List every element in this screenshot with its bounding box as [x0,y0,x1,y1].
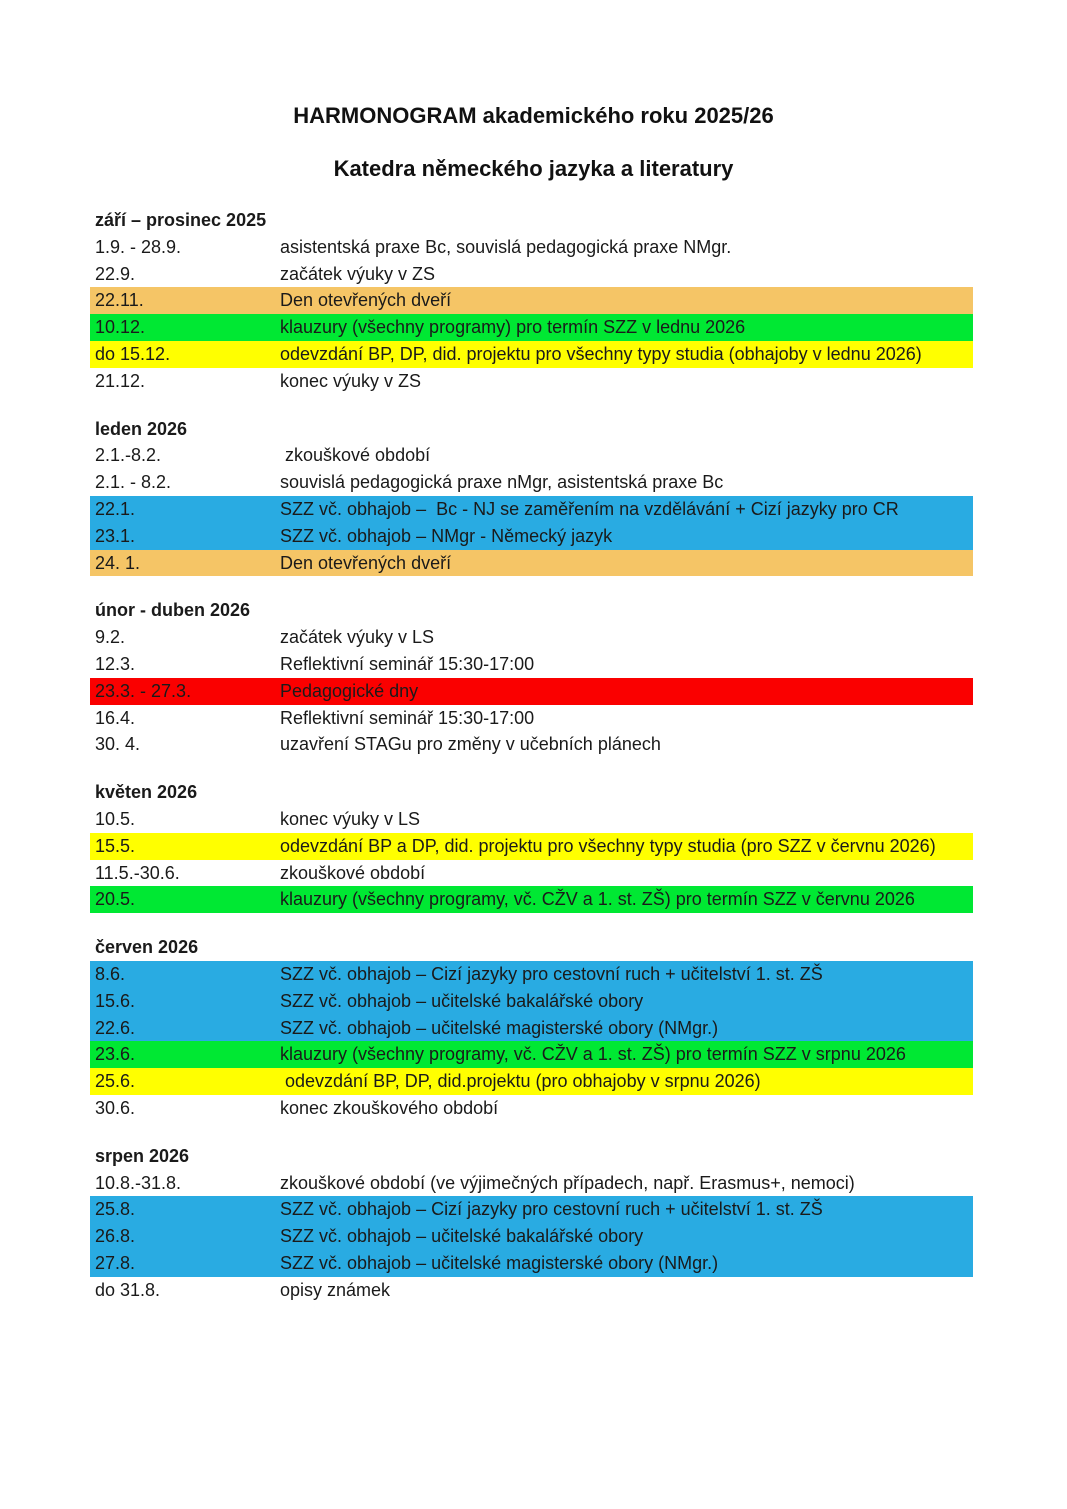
section-header: září – prosinec 2025 [95,210,267,230]
row-text: SZZ vč. obhajob – učitelské bakalářské obory [280,1226,644,1247]
row-date: 22.11. [95,290,144,311]
row-text: opisy známek [280,1279,391,1300]
schedule-row [90,678,973,705]
row-text: zkouškové období (ve výjimečných případech, např. Erasmus+, nemoci) [280,1172,855,1193]
schedule-row [90,1170,973,1197]
schedule-section [90,934,973,1122]
schedule-section [90,597,973,758]
schedule-row [90,261,973,288]
row-text: SZZ vč. obhajob – učitelské bakalářské obory [280,990,644,1011]
schedule-row [90,496,973,523]
row-date: 16.4. [95,707,136,728]
schedule-row [90,287,973,314]
row-text: zkouškové období [280,445,431,466]
row-text: konec výuky v ZS [280,370,422,391]
schedule-section [90,207,973,395]
row-text: odevzdání BP, DP, did. projektu pro všechny typy studia (obhajoby v lednu 2026) [280,343,922,364]
row-date: do 31.8. [95,1279,161,1300]
row-text: Den otevřených dveří [280,290,452,311]
schedule-row [90,1277,973,1304]
schedule-row [90,1041,973,1068]
row-date: do 15.12. [95,343,171,364]
row-date: 22.9. [95,263,136,284]
schedule-row [90,860,973,887]
row-date: 2.1.-8.2. [95,445,162,466]
row-date: 30.6. [95,1097,136,1118]
row-text: odevzdání BP a DP, did. projektu pro všechny typy studia (pro SZZ v červnu 2026) [280,835,936,856]
section-header: leden 2026 [95,418,188,439]
row-date: 23.3. - 27.3. [95,680,192,701]
section-header: únor - duben 2026 [95,600,251,621]
row-date: 21.12. [95,370,146,391]
schedule-row [90,833,973,860]
row-text: začátek výuky v ZS [280,263,436,284]
row-text: SZZ vč. obhajob – učitelské magisterské obory (NMgr.) [280,1017,719,1038]
row-date: 10.8.-31.8. [95,1172,182,1193]
row-date: 22.6. [95,1017,136,1038]
schedule-row [90,368,973,395]
row-date: 10.5. [95,808,136,829]
row-date: 15.5. [95,835,136,856]
schedule-row [90,886,973,913]
schedule-row [90,234,973,261]
row-text: Pedagogické dny [280,680,419,701]
row-date: 27.8. [95,1252,136,1273]
row-text: Den otevřených dveří [280,552,452,573]
row-date: 15.6. [95,990,136,1011]
schedule-row [90,469,973,496]
document-subtitle: Katedra německého jazyka a literatury [333,156,734,181]
row-text: SZZ vč. obhajob – učitelské magisterské obory (NMgr.) [280,1252,719,1273]
row-text: SZZ vč. obhajob – Cizí jazyky pro cestovní ruch + učitelství 1. st. ZŠ [280,963,823,984]
schedule-row [90,988,973,1015]
section-header: srpen 2026 [95,1145,190,1166]
schedule-row [90,442,973,469]
row-text: SZZ vč. obhajob – NMgr - Německý jazyk [280,525,613,546]
schedule-row [90,1015,973,1042]
schedule-row [90,1223,973,1250]
row-date: 11.5.-30.6. [95,862,180,883]
row-text: odevzdání BP, DP, did.projektu (pro obhajoby v srpnu 2026) [280,1071,761,1092]
schedule-row [90,523,973,550]
schedule-row [90,731,973,758]
row-text: konec zkouškového období [280,1097,499,1118]
row-date: 23.1. [95,525,136,546]
row-text: SZZ vč. obhajob – Cizí jazyky pro cestovní ruch + učitelství 1. st. ZŠ [280,1199,823,1220]
row-date: 1.9. - 28.9. [95,236,182,257]
schedule-section [90,416,973,577]
section-header: červen 2026 [95,937,199,958]
schedule-row [90,651,973,678]
schedule-row [90,550,973,577]
row-date: 10.12. [95,317,146,338]
section-header: květen 2026 [95,782,198,803]
schedule-content [90,207,973,1303]
row-date: 23.6. [95,1044,136,1065]
schedule-row [90,1250,973,1277]
schedule-row [90,961,973,988]
row-text: uzavření STAGu pro změny v učebních plánech [280,734,661,755]
row-date: 2.1. - 8.2. [95,472,172,493]
row-text: SZZ vč. obhajob – Bc - NJ se zaměřením na vzdělávání + Cizí jazyky pro CR [280,498,899,519]
row-date: 25.6. [95,1071,136,1092]
row-text: souvislá pedagogická praxe nMgr, asistentská praxe Bc [280,472,724,493]
row-date: 24. 1. [95,552,141,573]
row-text: konec výuky v LS [280,808,421,829]
row-date: 12.3. [95,653,136,674]
row-date: 20.5. [95,889,136,910]
row-date: 25.8. [95,1199,136,1220]
row-text: Reflektivní seminář 15:30-17:00 [280,653,535,674]
row-text: klauzury (všechny programy, vč. CŽV a 1. st. ZŠ) pro termín SZZ v červnu 2026 [280,889,915,910]
row-text: Reflektivní seminář 15:30-17:00 [280,707,535,728]
schedule-row [90,1095,973,1122]
row-text: klauzury (všechny programy, vč. CŽV a 1. st. ZŠ) pro termín SZZ v srpnu 2026 [280,1044,906,1065]
row-text: začátek výuky v LS [280,627,435,648]
row-date: 9.2. [95,627,126,648]
schedule-row [90,624,973,651]
row-text: klauzury (všechny programy) pro termín SZZ v lednu 2026 [280,317,746,338]
row-text: asistentská praxe Bc, souvislá pedagogická praxe NMgr. [280,236,732,257]
schedule-row [90,806,973,833]
schedule-section [90,1143,973,1304]
document-title: HARMONOGRAM akademického roku 2025/26 [293,103,774,128]
schedule-row [90,314,973,341]
row-text: zkouškové období [280,862,426,883]
schedule-row [90,1196,973,1223]
row-date: 22.1. [95,498,136,519]
row-date: 8.6. [95,963,126,984]
schedule-row [90,705,973,732]
row-date: 26.8. [95,1226,136,1247]
schedule-section [90,779,973,913]
schedule-row [90,1068,973,1095]
row-date: 30. 4. [95,734,141,755]
schedule-row [90,341,973,368]
